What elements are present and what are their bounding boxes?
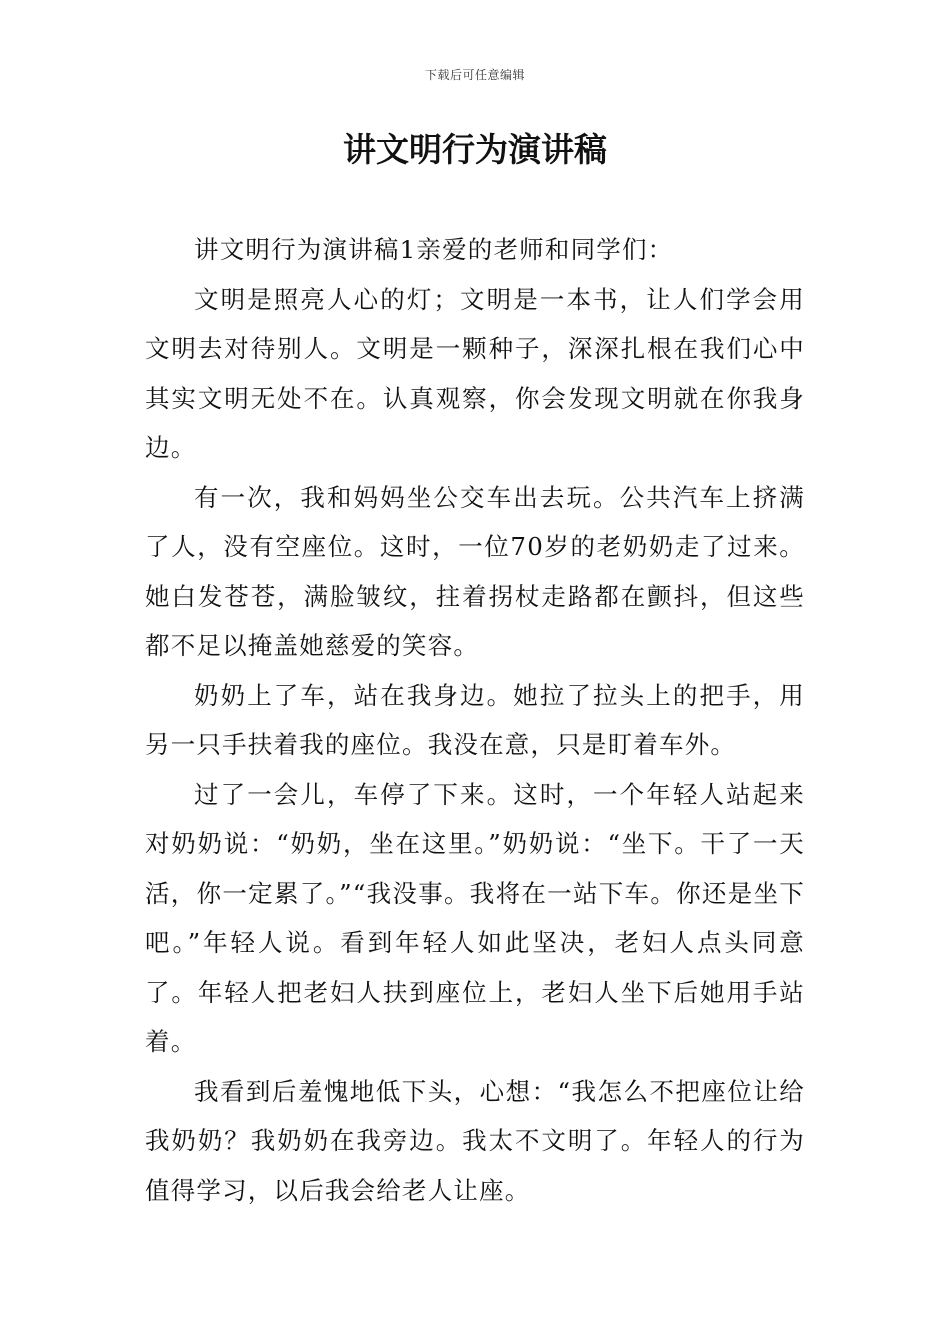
document-title: 讲文明行为演讲稿 (343, 130, 607, 169)
paragraph: 文明是照亮人心的灯；文明是一本书，让人们学会用文明去对待别人。文明是一颗种子，深深扎根在我们心中其实文明无处不在。认真观察，你会发现文明就在你我身边。 (145, 284, 805, 462)
paragraph: 我看到后羞愧地低下头，心想：“我怎么不把座位让给我奶奶？我奶奶在我旁边。我太不文明了。年轻人的行为值得学习，以后我会给老人让座。 (145, 1076, 805, 1205)
paragraph: 有一次，我和妈妈坐公交车出去玩。公共汽车上挤满了人，没有空座位。这时，一位70岁的老奶奶走了过来。她白发苍苍，满脸皱纹，拄着拐杖走路都在颤抖，但这些都不足以掩盖她慈爱的笑容。 (145, 482, 805, 660)
document-body (145, 225, 805, 1215)
paragraph: 过了一会儿，车停了下来。这时，一个年轻人站起来对奶奶说：“奶奶，坐在这里。”奶奶说：“坐下。干了一天活，你一定累了。”“我没事。我将在一站下车。你还是坐下吧。”年轻人说。看到年轻人如此坚决，老妇人点头同意了。年轻人把老妇人扶到座位上，老妇人坐下后她用手站着。 (145, 779, 805, 1056)
header-note: 下载后可任意编辑 (424, 68, 525, 82)
paragraph: 奶奶上了车，站在我身边。她拉了拉头上的把手，用另一只手扶着我的座位。我没在意，只是盯着车外。 (145, 680, 805, 759)
paragraph: 讲文明行为演讲稿1亲爱的老师和同学们： (194, 235, 674, 264)
